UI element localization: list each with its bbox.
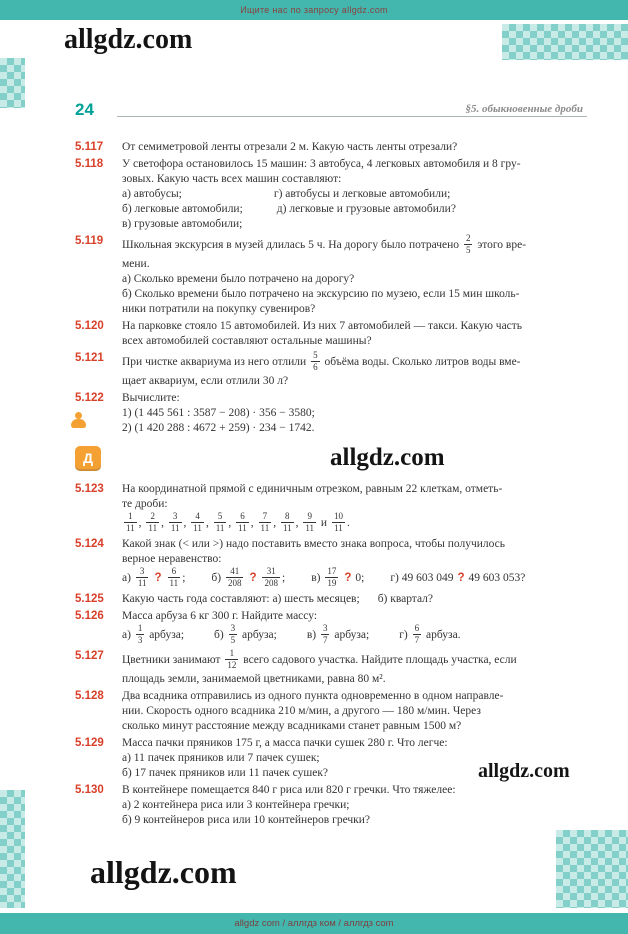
fraction-denominator: 6 — [313, 362, 318, 372]
text-segment: На координатной прямой с единичным отрезком, равным 22 клеткам, отметь- — [122, 483, 503, 495]
fraction-numerator: 5 — [214, 512, 227, 523]
problem-line — [122, 257, 591, 272]
text-segment: те дроби: — [122, 498, 168, 510]
header-rule — [117, 116, 587, 117]
text-segment: в) грузовые автомобили; — [122, 218, 243, 230]
problem-number — [75, 649, 122, 687]
fraction-numerator: 6 — [236, 512, 249, 523]
text-segment: У светофора остановилось 15 машин: 3 автобуса, 4 легковых автомобиля и 8 гру- — [122, 158, 521, 170]
problem-line — [122, 374, 591, 389]
problem-text — [122, 319, 591, 349]
text-segment: Два всадника отправились из одного пункта одновременно в одном направле- — [122, 690, 504, 702]
problem-line — [122, 512, 591, 535]
text-segment: На парковке стояло 15 автомобилей. Из них 7 автомобилей — такси. Какую часть — [122, 320, 523, 332]
extra-tasks-icon: Д — [75, 446, 101, 469]
problem-text — [122, 537, 591, 590]
page-number: 24 — [75, 100, 94, 119]
text-segment: б) 17 пачек пряников или 11 пачек сушек? — [122, 767, 329, 779]
fraction-numerator: 17 — [327, 566, 337, 576]
text-segment: в) — [306, 629, 319, 642]
fraction-numerator: 2 — [146, 512, 159, 523]
text-segment: , — [273, 517, 279, 530]
text-segment: ; — [182, 572, 186, 585]
text-segment: объёма воды. Сколько литров воды вме- — [321, 356, 521, 369]
fraction-denominator: 11 — [137, 578, 147, 588]
fraction-numerator: 41 — [226, 567, 244, 578]
problem-number-label: 5.119 — [75, 235, 104, 247]
text-segment: арбуза. — [423, 629, 461, 642]
problem-line — [122, 719, 591, 734]
question-mark: ? — [154, 572, 162, 585]
fraction — [259, 512, 272, 533]
fraction-numerator: 6 — [414, 623, 420, 633]
problem-row — [75, 537, 591, 590]
fraction — [168, 567, 181, 588]
problem-line — [122, 624, 591, 647]
text-segment: всего садового участка. Найдите площадь участка, если — [240, 654, 517, 667]
person-icon — [69, 412, 89, 428]
text-segment: При чистке аквариума из него отлили — [122, 356, 310, 369]
text-segment: а) — [122, 629, 134, 642]
fraction — [136, 624, 145, 645]
fraction-numerator: 4 — [191, 512, 204, 523]
fraction-denominator: 11 — [170, 523, 180, 533]
problem-line — [122, 497, 591, 512]
problem-number — [75, 234, 122, 317]
problem-line — [122, 334, 591, 349]
problems-list — [75, 140, 591, 830]
problem-row — [75, 592, 591, 607]
problem-text — [122, 649, 591, 687]
problem-number-label: 5.125 — [75, 593, 104, 605]
text-segment: Масса пачки пряников 175 г, а масса пачки сушек 280 г. Что легче: — [122, 737, 448, 749]
fraction-numerator: 3 — [230, 623, 236, 633]
text-segment: а) — [122, 572, 134, 585]
top-banner — [0, 0, 628, 20]
fraction — [214, 512, 227, 533]
top-banner-text: Ищите нас по запросу allgdz.com — [240, 5, 388, 15]
fraction — [169, 512, 182, 533]
text-segment: , — [161, 517, 167, 530]
problem-row — [75, 351, 591, 389]
text-segment: Какую часть года составляют: а) шесть месяцев; — [122, 593, 360, 605]
watermark-right: allgdz.com — [478, 760, 570, 782]
text-segment: б) 9 контейнеров риса или 10 контейнеров гречки? — [122, 814, 371, 826]
problem-number — [75, 537, 122, 590]
fraction — [321, 624, 330, 645]
problem-number-label: 5.121 — [75, 352, 104, 364]
problem-text — [122, 689, 591, 734]
text-segment: 1) (1 445 561 : 3587 − 208) · 356 − 3580; — [122, 407, 315, 419]
text-segment: в) — [311, 572, 324, 585]
text-segment: б) квартал? — [377, 593, 434, 605]
fraction-numerator: 3 — [136, 567, 149, 578]
text-segment: а) 11 пачек пряников или 7 пачек сушек; — [122, 752, 320, 764]
text-segment: ники потратили на покупку сувениров? — [122, 303, 316, 315]
problem-line — [122, 351, 591, 374]
fraction-denominator: 11 — [215, 523, 225, 533]
text-segment: б) Сколько времени было потрачено на экскурсию по музею, если 15 мин школь- — [122, 288, 520, 300]
problem-number — [75, 783, 122, 828]
problem-number-label: 5.122 — [75, 392, 104, 404]
problem-number-label: 5.129 — [75, 737, 104, 749]
fraction — [124, 512, 137, 533]
problem-row — [75, 234, 591, 317]
text-segment: В контейнере помещается 840 г риса или 820 г гречки. Что тяжелее: — [122, 784, 456, 796]
problem-row — [75, 391, 591, 436]
text-segment: ; — [281, 572, 286, 585]
text-segment: всех автомобилей составляют остальные машины? — [122, 335, 372, 347]
problem-number-label: 5.128 — [75, 690, 104, 702]
problem-number-label: 5.130 — [75, 784, 104, 796]
fraction-numerator: 8 — [281, 512, 294, 523]
problem-number-label: 5.124 — [75, 538, 104, 550]
text-segment: нии. Скорость одного всадника 210 м/мин, а другого — 180 м/мин. Через — [122, 705, 481, 717]
problem-text — [122, 592, 591, 607]
text-segment: арбуза; — [331, 629, 370, 642]
fraction-denominator: 12 — [227, 660, 237, 670]
problem-line — [122, 187, 591, 202]
fraction — [191, 512, 204, 533]
problem-number — [75, 391, 122, 436]
text-segment: а) автобусы; — [122, 188, 182, 200]
checker-decoration-bottom-right — [556, 830, 628, 908]
problem-line — [122, 689, 591, 704]
footer-banner — [0, 913, 628, 934]
problem-line — [122, 217, 591, 232]
problem-row — [75, 609, 591, 647]
text-segment: Цветники занимают — [122, 654, 224, 667]
text-segment: 2) (1 420 288 : 4672 + 259) · 234 − 1742. — [122, 422, 315, 434]
question-mark: ? — [249, 572, 257, 585]
fraction-numerator: 10 — [333, 511, 343, 521]
text-segment: д) легковые и грузовые автомобили? — [276, 203, 456, 215]
fraction-numerator: 31 — [262, 567, 280, 578]
text-segment: . — [346, 517, 350, 530]
problem-text — [122, 140, 591, 155]
text-segment: г) автобусы и легковые автомобили; — [273, 188, 451, 200]
text-segment: 0; — [355, 572, 365, 585]
fraction-denominator: 11 — [238, 523, 247, 533]
problem-number-label: 5.117 — [75, 141, 104, 153]
problem-row — [75, 157, 591, 232]
fraction-denominator: 19 — [327, 578, 337, 588]
problem-number — [75, 351, 122, 389]
text-segment: , — [250, 517, 257, 530]
section-divider — [75, 438, 591, 482]
problem-text — [122, 609, 591, 647]
fraction-numerator: 5 — [313, 350, 318, 360]
text-segment: и — [318, 517, 330, 530]
text-segment: г) 49 603 049 — [390, 572, 454, 585]
problem-line — [122, 140, 591, 155]
problem-line — [122, 421, 591, 436]
problem-line — [122, 813, 591, 828]
fraction-denominator: 11 — [169, 578, 179, 588]
fraction-numerator: 2 — [465, 233, 471, 243]
problem-row — [75, 783, 591, 828]
problem-number — [75, 157, 122, 232]
problem-number — [75, 140, 122, 155]
problem-line — [122, 649, 591, 672]
fraction — [464, 234, 473, 255]
fraction-numerator: 1 — [124, 512, 137, 523]
fraction-numerator: 6 — [168, 567, 181, 578]
fraction-denominator: 11 — [126, 523, 135, 533]
text-segment: Вычислите: — [122, 392, 180, 404]
fraction-denominator: 11 — [282, 523, 292, 533]
text-segment: б) — [214, 629, 227, 642]
fraction-denominator: 5 — [465, 245, 471, 255]
fraction — [413, 624, 422, 645]
checker-decoration-top-right — [502, 24, 628, 60]
fraction-numerator: 1 — [225, 649, 238, 660]
text-segment: б) легковые автомобили; — [122, 203, 243, 215]
text-segment: арбуза; — [146, 629, 185, 642]
fraction — [311, 351, 320, 372]
problem-line — [122, 406, 591, 421]
text-segment: , — [295, 517, 302, 530]
problem-line — [122, 272, 591, 287]
fraction — [236, 512, 249, 533]
text-segment: арбуза; — [239, 629, 277, 642]
fraction — [281, 512, 294, 533]
problem-line — [122, 234, 591, 257]
text-segment: , — [183, 517, 190, 530]
footer-text: allgdz com / аллгдз ком / аллгдз com — [234, 918, 394, 929]
question-mark: ? — [344, 572, 352, 585]
problem-text — [122, 157, 591, 232]
text-segment: верное неравенство: — [122, 553, 222, 565]
fraction-denominator: 11 — [260, 523, 270, 533]
fraction-denominator: 11 — [334, 523, 343, 533]
fraction-denominator: 208 — [227, 578, 242, 588]
section-title: §5. обыкновенные дроби — [465, 103, 583, 115]
fraction-numerator: 1 — [137, 623, 143, 633]
fraction-numerator: 3 — [169, 512, 182, 523]
fraction — [146, 512, 159, 533]
problem-line — [122, 302, 591, 317]
text-segment: мени. — [122, 258, 150, 270]
text-segment: зовых. Какую часть всех машин составляют: — [122, 173, 342, 185]
fraction — [325, 567, 338, 588]
text-segment: Какой знак (< или >) надо поставить вместо знака вопроса, чтобы получилось — [122, 538, 506, 550]
fraction-denominator: 11 — [148, 523, 158, 533]
problem-text — [122, 391, 591, 436]
problem-number-label: 5.118 — [75, 158, 104, 170]
text-segment: г) — [399, 629, 411, 642]
problem-number-label: 5.120 — [75, 320, 104, 332]
fraction-denominator: 3 — [137, 635, 143, 645]
fraction-numerator: 7 — [259, 512, 272, 523]
question-mark: ? — [457, 572, 465, 585]
problem-text — [122, 482, 591, 535]
text-segment: этого вре- — [474, 239, 527, 252]
problem-text — [122, 234, 591, 317]
problem-line — [122, 391, 591, 406]
problem-number-label: 5.123 — [75, 483, 104, 495]
problem-line — [122, 567, 591, 590]
problem-line — [122, 704, 591, 719]
fraction-denominator: 5 — [230, 635, 236, 645]
fraction-denominator: 208 — [264, 578, 278, 588]
checker-decoration-left-top — [0, 58, 25, 108]
text-segment: , — [205, 517, 212, 530]
fraction-numerator: 3 — [322, 623, 328, 633]
problem-number — [75, 609, 122, 647]
fraction-denominator: 11 — [305, 523, 315, 533]
problem-line — [122, 798, 591, 813]
fraction — [229, 624, 238, 645]
problem-number — [75, 736, 122, 781]
text-segment: сколько минут расстояние между всадниками станет равным 1500 м? — [122, 720, 462, 732]
problem-row — [75, 319, 591, 349]
problem-line — [122, 592, 591, 607]
fraction — [262, 567, 280, 588]
problem-line — [122, 319, 591, 334]
text-segment: , — [138, 517, 145, 530]
fraction-numerator: 9 — [303, 512, 316, 523]
watermark-middle: allgdz.com — [330, 444, 445, 471]
problem-line — [122, 157, 591, 172]
fraction — [332, 512, 345, 533]
problem-line — [122, 172, 591, 187]
text-segment: Масса арбуза 6 кг 300 г. Найдите массу: — [122, 610, 318, 622]
problem-line — [122, 202, 591, 217]
problem-line — [122, 736, 591, 751]
problem-line — [122, 482, 591, 497]
text-segment: б) — [211, 572, 224, 585]
fraction-denominator: 7 — [414, 635, 420, 645]
problem-line — [122, 609, 591, 624]
fraction — [303, 512, 316, 533]
text-segment: , — [228, 517, 235, 530]
problem-number — [75, 689, 122, 734]
problem-line — [122, 783, 591, 798]
text-segment: щает аквариум, если отлили 30 л? — [122, 375, 289, 387]
problem-number — [75, 319, 122, 349]
text-segment: От семиметровой ленты отрезали 2 м. Какую часть ленты отрезали? — [122, 141, 458, 153]
text-segment: Школьная экскурсия в музей длилась 5 ч. На дорогу было потрачено — [122, 239, 462, 252]
problem-line — [122, 537, 591, 552]
problem-row — [75, 649, 591, 687]
problem-number — [75, 482, 122, 535]
problem-number-label: 5.127 — [75, 650, 104, 662]
problem-row — [75, 689, 591, 734]
problem-number-label: 5.126 — [75, 610, 104, 622]
fraction — [225, 649, 238, 670]
fraction — [136, 567, 149, 588]
problem-text — [122, 783, 591, 828]
checker-decoration-left-bottom — [0, 790, 25, 908]
text-segment: площадь земли, занимаемой цветниками, равна 80 м². — [122, 673, 386, 685]
problem-line — [122, 552, 591, 567]
problem-row — [75, 482, 591, 535]
problem-number — [75, 592, 122, 607]
fraction-denominator: 11 — [193, 523, 202, 533]
text-segment: а) 2 контейнера риса или 3 контейнера гречки; — [122, 799, 350, 811]
problem-text — [122, 351, 591, 389]
fraction — [226, 567, 244, 588]
watermark-top: allgdz.com — [64, 24, 193, 55]
problem-line — [122, 672, 591, 687]
fraction-denominator: 7 — [322, 635, 328, 645]
text-segment: 49 603 053? — [468, 572, 526, 585]
problem-line — [122, 287, 591, 302]
problem-row — [75, 140, 591, 155]
watermark-bottom: allgdz.com — [90, 854, 237, 890]
page-header — [75, 100, 587, 120]
text-segment: а) Сколько времени было потрачено на дорогу? — [122, 273, 355, 285]
